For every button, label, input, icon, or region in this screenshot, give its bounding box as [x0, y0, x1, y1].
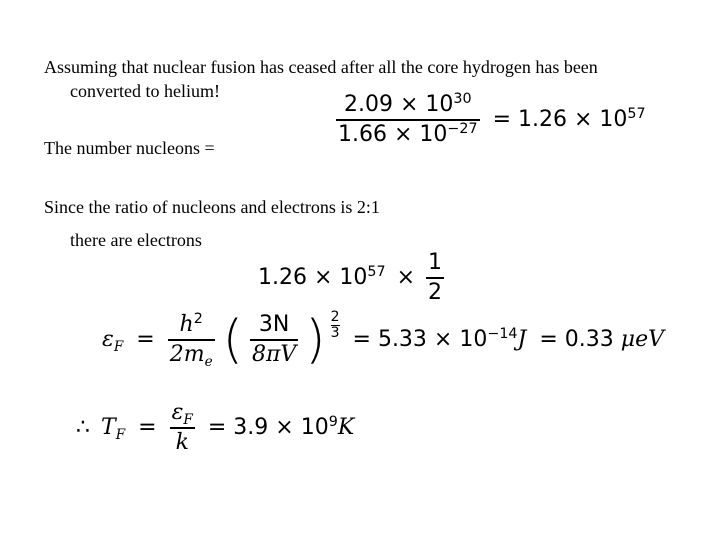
intro-line-2: converted to helium! — [70, 81, 220, 101]
nucleon-result-mantissa: = 1.26 × 10 — [492, 107, 628, 132]
two-m: 2m — [169, 342, 205, 367]
numerator-mantissa: 2.09 × 10 — [343, 92, 454, 117]
left-paren: ( — [222, 310, 243, 370]
ratio-line: Since the ratio of nucleons and electrons is 2:1 — [44, 197, 380, 217]
epsilon-subscript: F — [113, 338, 124, 355]
denominator-exponent: −27 — [447, 121, 478, 138]
half-denominator: 2 — [428, 280, 443, 305]
density-fraction — [250, 314, 298, 366]
therefore-symbol: ∴ — [76, 415, 90, 440]
h-exponent: 2 — [193, 311, 203, 328]
half-fraction — [426, 252, 444, 304]
three-n: 3N — [250, 314, 298, 341]
intro-line-1: Assuming that nuclear fusion has ceased after all the core hydrogen has been — [44, 57, 598, 77]
electron-exponent: 57 — [367, 264, 386, 281]
epsilon-numerator: ε — [171, 400, 184, 425]
fermi-energy-equation — [102, 309, 664, 370]
energy-ev-value: = 0.33 — [539, 327, 614, 352]
temperature-mantissa: = 3.9 × 10 — [207, 415, 329, 440]
half-numerator: 1 — [426, 252, 444, 279]
equals-sign: = — [136, 327, 155, 352]
epsilon-symbol: ε — [102, 327, 114, 352]
nucleon-result-exponent: 57 — [627, 106, 646, 123]
equals-sign-2: = — [138, 415, 157, 440]
temperature-exponent: 9 — [328, 414, 338, 431]
eight-pi-v: 8πV — [251, 342, 297, 367]
temperature-subscript: F — [115, 426, 126, 443]
energy-joule-mantissa: = 5.33 × 10 — [352, 327, 488, 352]
numerator-exponent: 30 — [453, 91, 472, 108]
micro-ev-unit: μeV — [620, 327, 664, 352]
energy-joule-exponent: −14 — [487, 326, 518, 343]
epsilon-numerator-subscript: F — [183, 411, 193, 428]
exp-numerator: 2 — [330, 309, 340, 325]
nucleon-count-equation — [336, 91, 646, 147]
electrons-line: there are electrons — [70, 230, 202, 250]
nucleons-label: The number nucleons = — [44, 138, 215, 158]
electron-mantissa: 1.26 × 10 — [258, 265, 368, 290]
right-paren: ) — [305, 310, 326, 370]
two-thirds-exponent — [331, 310, 340, 340]
nucleon-fraction — [336, 91, 480, 147]
temperature-t: T — [101, 415, 116, 440]
planck-h: h — [179, 312, 194, 337]
times-symbol: × — [396, 265, 416, 290]
denominator-mantissa: 1.66 × 10 — [338, 122, 448, 147]
electron-count-equation — [258, 252, 444, 304]
boltzmann-k: k — [175, 430, 189, 455]
eps-over-k-fraction — [170, 402, 195, 454]
kelvin-unit: K — [337, 415, 355, 440]
mass-subscript: e — [204, 353, 213, 370]
joule-unit: J — [517, 327, 527, 352]
h-squared-fraction — [168, 311, 215, 370]
fermi-temperature-equation — [76, 402, 354, 454]
exp-denominator: 3 — [330, 325, 340, 341]
